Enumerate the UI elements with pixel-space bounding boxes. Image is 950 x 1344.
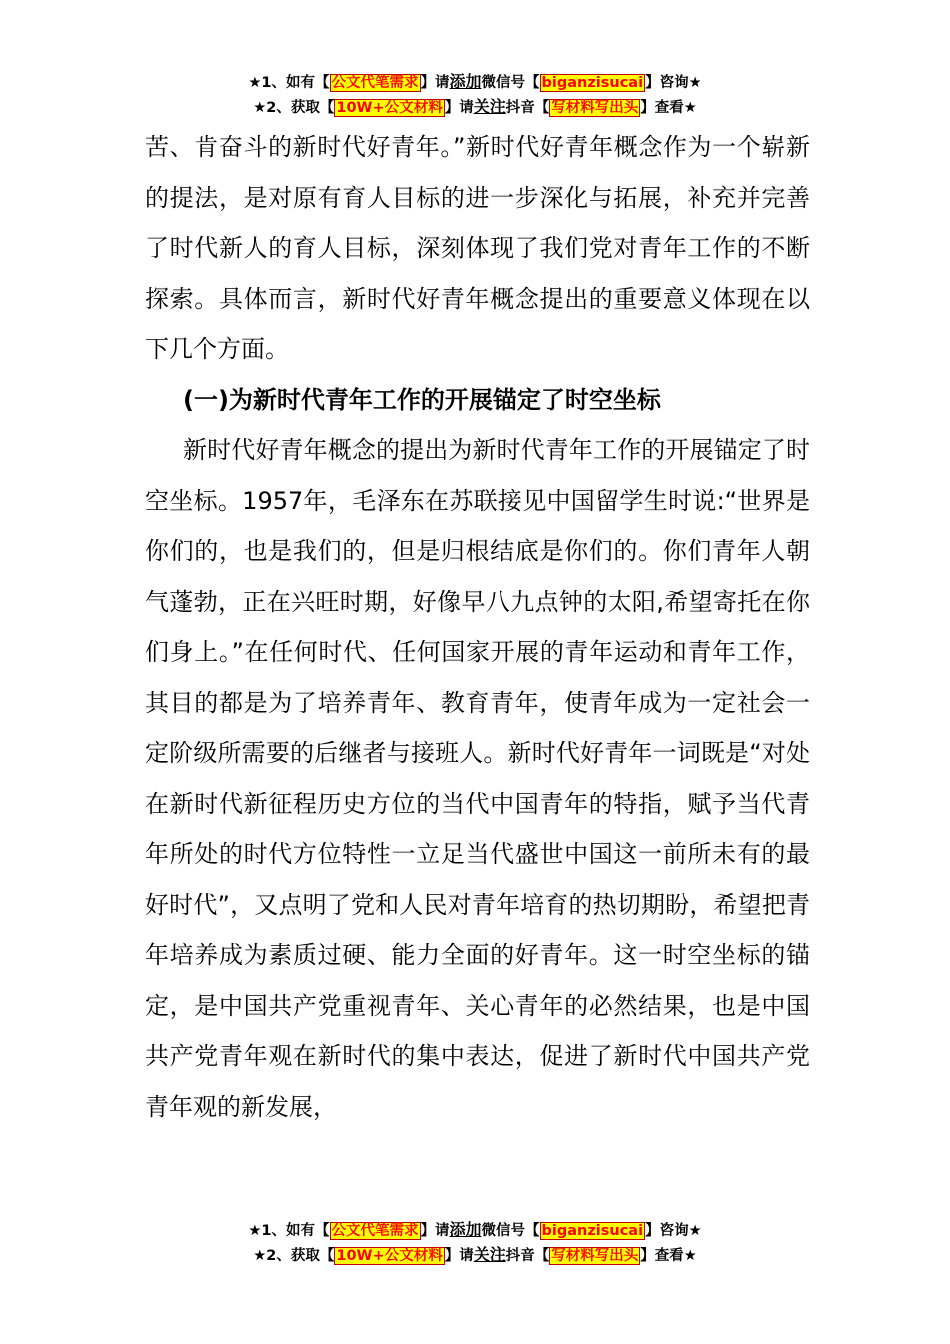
banner-line-1 — [0, 70, 950, 95]
banner-text: 抖音【 — [505, 100, 550, 116]
banner-text: 微信号【 — [481, 1223, 540, 1239]
highlight-wechat-id: biganzisucai — [541, 1223, 644, 1239]
section-heading: (一)为新时代青年工作的开展锚定了时空坐标 — [183, 385, 661, 414]
banner-text: ★2、获取【 — [253, 100, 335, 116]
banner-emphasis: 关注 — [473, 97, 506, 116]
highlight-materials: 10W+公文材料 — [336, 100, 443, 116]
banner-emphasis: 关注 — [473, 1245, 506, 1264]
banner-text: 】请 — [420, 75, 450, 91]
banner-text: 微信号【 — [481, 75, 540, 91]
document-body — [145, 122, 810, 1132]
banner-text: 】请 — [444, 1248, 474, 1264]
paragraph: 新时代好青年概念的提出为新时代青年工作的开展锚定了时空坐标。1957年，毛泽东在苏联接见中国留学生时说:“世界是你们的，也是我们的，但是归根结底是你们的。你们青年人朝气蓬勃，正在兴旺时期，好像早八九点钟的太阳,希望寄托在你们身上。”在任何时代、任何国家开展的青年运动和青年工作，其目的都是为了培养青年、教育青年，使青年成为一定社会一定阶级所需要的后继者与接班人。新时代好青年一词既是“对处在新时代新征程历史方位的当代中国青年的特指，赋予当代青年所处的时代方位特性一立足当代盛世中国这一前所未有的最好时代”，又点明了党和人民对青年培育的热切期盼，希望把青年培养成为素质过硬、能力全面的好青年。这一时空坐标的锚定，是中国共产党重视青年、关心青年的必然结果，也是中国共产党青年观在新时代的集中表达，促进了新时代中国共产党青年观的新发展， — [145, 436, 810, 1121]
banner-text: ★2、获取【 — [253, 1248, 335, 1264]
highlight-materials: 10W+公文材料 — [336, 1248, 443, 1264]
banner-text: 】请 — [420, 1223, 450, 1239]
banner-text: 】查看★ — [640, 1248, 697, 1264]
banner-text: 】咨询★ — [645, 1223, 702, 1239]
footer-banner — [0, 1218, 950, 1268]
paragraph: 苦、肯奋斗的新时代好青年。”新时代好青年概念作为一个崭新的提法，是对原有育人目标的进一步深化与拓展，补充并完善了时代新人的育人目标，深刻体现了我们党对青年工作的不断探索。具体而言，新时代好青年概念提出的重要意义体现在以下几个方面。 — [145, 133, 810, 363]
banner-emphasis: 添加 — [449, 72, 482, 91]
banner-text: 】查看★ — [640, 100, 697, 116]
banner-line-2 — [0, 95, 950, 120]
banner-text: 抖音【 — [505, 1248, 550, 1264]
banner-text: 】咨询★ — [645, 75, 702, 91]
highlight-wechat-id: biganzisucai — [541, 75, 644, 91]
banner-text: ★1、如有【 — [248, 1223, 330, 1239]
highlight-service: 公文代笔需求 — [331, 75, 419, 91]
banner-text: ★1、如有【 — [248, 75, 330, 91]
highlight-douyin-account: 写材料写出头 — [551, 1248, 639, 1264]
banner-line-1 — [0, 1218, 950, 1243]
banner-line-2 — [0, 1243, 950, 1268]
banner-emphasis: 添加 — [449, 1220, 482, 1239]
banner-text: 】请 — [444, 100, 474, 116]
highlight-service: 公文代笔需求 — [331, 1223, 419, 1239]
highlight-douyin-account: 写材料写出头 — [551, 100, 639, 116]
header-banner — [0, 70, 950, 120]
